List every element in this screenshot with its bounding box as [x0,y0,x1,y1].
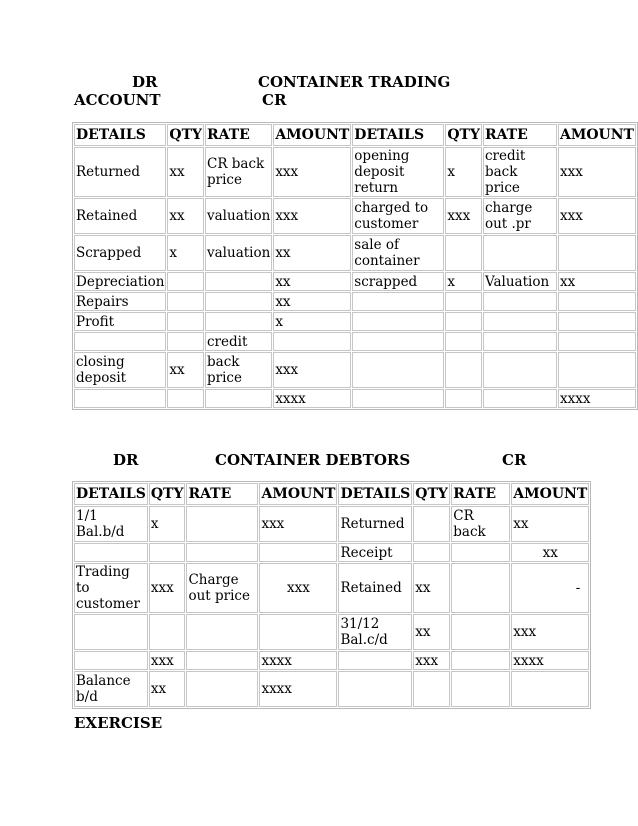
table-cell [205,312,272,331]
table-cell [413,671,450,707]
table-cell [483,352,557,388]
column-header: DETAILS [338,483,412,505]
table-cell: Returned [338,506,412,542]
table-cell: opening deposit return [352,147,444,197]
table-cell [205,292,272,311]
column-header: RATE [451,483,510,505]
table-cell [167,389,204,408]
table-cell: xx [167,352,204,388]
table-cell: xx [149,671,186,707]
table-cell [167,292,204,311]
table-cell: xxx [273,352,351,388]
table-cell [186,651,258,670]
table-cell [451,563,510,613]
trading-account-label: ACCOUNT [74,91,161,109]
table-cell [483,235,557,271]
table-cell [205,389,272,408]
table-cell [186,543,258,562]
table-cell [511,671,589,707]
table-cell [74,389,166,408]
column-header: RATE [205,124,272,146]
table-cell [259,614,337,650]
table-cell [205,272,272,291]
table-cell [451,651,510,670]
table-cell [445,352,482,388]
table-cell: xxx [273,147,351,197]
table-cell: charged to customer [352,198,444,234]
table-cell: xxx [149,651,186,670]
table-cell: xx [413,563,450,613]
table-cell: - [511,563,589,613]
table-cell [445,389,482,408]
container-trading-table [72,122,638,410]
table-cell [74,332,166,351]
table-cell: xx [273,235,351,271]
table-cell: xxx [413,651,450,670]
column-header: AMOUNT [259,483,337,505]
table-cell: scrapped [352,272,444,291]
table-row [74,352,636,388]
table-row [74,272,636,291]
table-cell [445,292,482,311]
table-cell: Repairs [74,292,166,311]
table-cell: credit [205,332,272,351]
table-header-row [74,124,636,146]
table-cell [413,506,450,542]
table-cell [483,312,557,331]
table-cell: xxxx [511,651,589,670]
table-cell [352,332,444,351]
table-row [74,543,589,562]
column-header: DETAILS [74,483,148,505]
column-header: QTY [445,124,482,146]
table-cell [451,614,510,650]
table-row [74,292,636,311]
column-header: QTY [167,124,204,146]
table-cell: xx [273,292,351,311]
table-cell: xxx [445,198,482,234]
trading-dr-label: DR [132,73,158,91]
column-header: DETAILS [74,124,166,146]
column-header: DETAILS [352,124,444,146]
table-cell: xxx [511,614,589,650]
debtors-dr-label: DR [113,451,139,469]
table-cell: xxx [149,563,186,613]
column-header: AMOUNT [511,483,589,505]
exercise-heading: EXERCISE [74,714,163,732]
table-cell: valuation [205,235,272,271]
table-cell [74,614,148,650]
table-row [74,389,636,408]
table-cell [338,671,412,707]
table-cell: valuation [205,198,272,234]
table-cell [149,543,186,562]
table-cell: x [167,235,204,271]
table-cell: Trading to customer [74,563,148,613]
table-cell: CR back price [205,147,272,197]
table-cell [558,235,636,271]
table-cell: credit back price [483,147,557,197]
table-cell: Scrapped [74,235,166,271]
table-cell [74,651,148,670]
table-cell: xxx [558,198,636,234]
table-row [74,614,589,650]
table-cell [451,671,510,707]
table-cell [483,389,557,408]
table-cell: Depreciation [76,273,165,290]
table-cell: Charge out price [186,563,258,613]
table-cell [259,543,337,562]
table-cell [445,332,482,351]
table-cell: x [273,312,351,331]
table-row [74,651,589,670]
table-cell [186,614,258,650]
table-cell: Profit [74,312,166,331]
table-cell: xxx [259,563,337,613]
trading-title: CONTAINER TRADING [258,73,451,91]
table-cell [167,332,204,351]
table-cell [167,312,204,331]
table-cell [352,352,444,388]
table-cell: xx [167,198,204,234]
table-cell: back price [205,352,272,388]
table-cell: x [445,272,482,291]
table-cell [445,235,482,271]
table-cell [558,332,636,351]
table-row [74,563,589,613]
table-header-row [74,483,589,505]
table-cell: Valuation [483,272,557,291]
table-cell [451,543,510,562]
table-row [74,506,589,542]
table-cell: xx [273,272,351,291]
table-cell [352,312,444,331]
table-cell [338,651,412,670]
table-cell [558,292,636,311]
trading-cr-label: CR [262,91,287,109]
table-cell: Retained [338,563,412,613]
table-cell [558,352,636,388]
table-cell: xxxx [558,389,636,408]
table-cell: x [149,506,186,542]
table-row [74,147,636,197]
table-cell: xxxx [273,389,351,408]
table-cell: Balance b/d [74,671,148,707]
column-header: QTY [413,483,450,505]
table-cell: 31/12 Bal.c/d [338,614,412,650]
table-cell: x [445,147,482,197]
table-cell [74,543,148,562]
debtors-cr-label: CR [502,451,527,469]
table-cell: xxx [273,198,351,234]
table-cell [352,389,444,408]
table-cell: CR back [451,506,510,542]
table-cell: sale of container [352,235,444,271]
table-cell [558,312,636,331]
table-cell [167,272,204,291]
table-cell [273,332,351,351]
table-cell: Retained [74,198,166,234]
table-row [74,332,636,351]
table-cell: xxxx [259,671,337,707]
table-cell: xx [511,543,589,562]
table-cell: charge out .pr [483,198,557,234]
table-cell [483,332,557,351]
column-header: AMOUNT [558,124,636,146]
table-cell: Returned [74,147,166,197]
table-cell: xx [167,147,204,197]
column-header: QTY [149,483,186,505]
table-cell: xx [413,614,450,650]
table-cell: Receipt [338,543,412,562]
table-cell: xxx [259,506,337,542]
table-cell [445,312,482,331]
container-debtors-table [72,481,591,709]
table-cell: xx [511,506,589,542]
table-cell [186,671,258,707]
table-cell: xxx [558,147,636,197]
column-header: RATE [186,483,258,505]
table-cell: 1/1 Bal.b/d [74,506,148,542]
table-cell [413,543,450,562]
table-row [74,671,589,707]
table-cell [483,292,557,311]
column-header: RATE [483,124,557,146]
table-cell: xxxx [259,651,337,670]
table-row [74,312,636,331]
table-row [74,235,636,271]
table-cell [186,506,258,542]
column-header: AMOUNT [273,124,351,146]
debtors-title: CONTAINER DEBTORS [215,451,411,469]
table-row [74,198,636,234]
table-cell [149,614,186,650]
table-cell: xx [558,272,636,291]
table-cell: closing deposit [74,352,166,388]
table-cell [352,292,444,311]
